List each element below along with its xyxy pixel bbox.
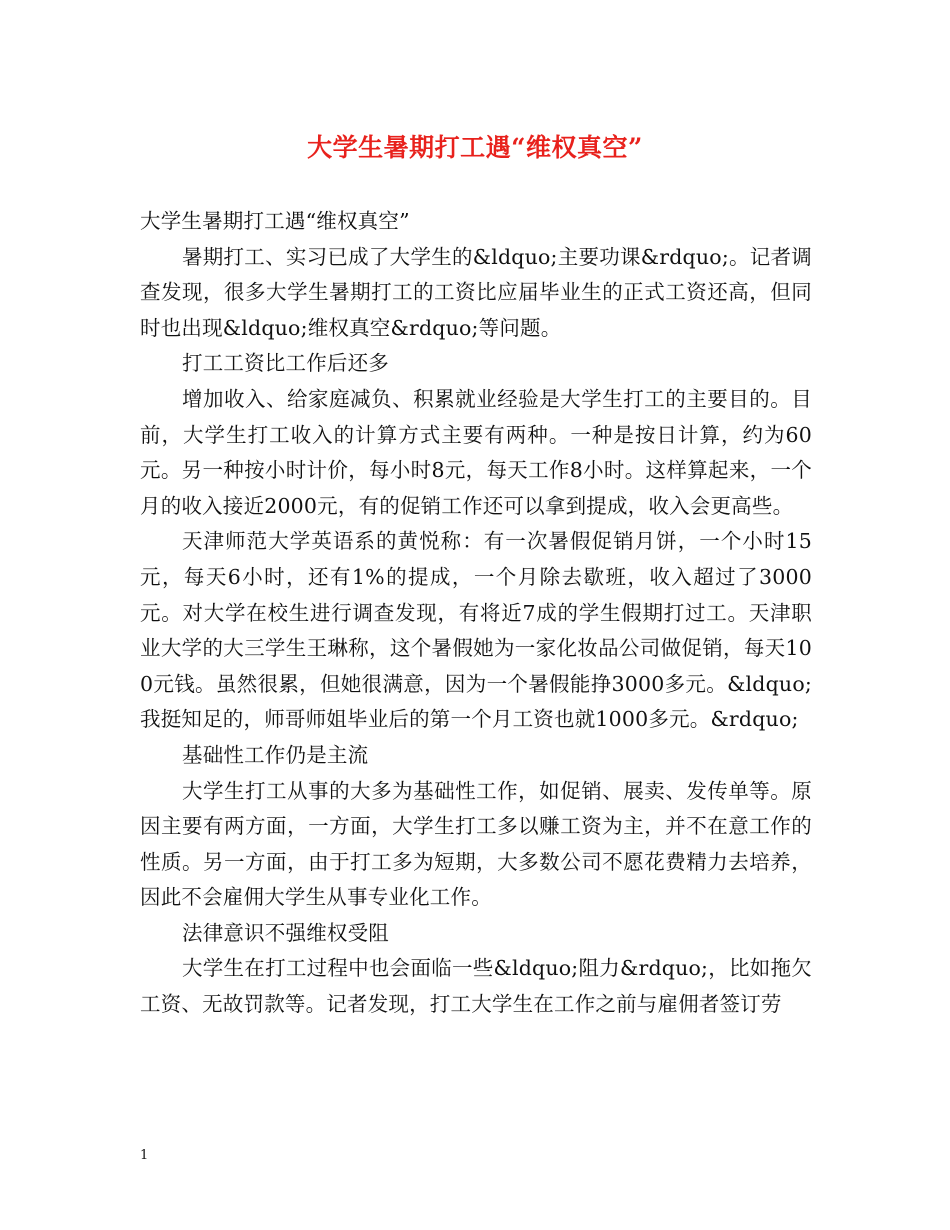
body-paragraph: 大学生打工从事的大多为基础性工作，如促销、展卖、发传单等。原因主要有两方面，一方面，大学生打工多以赚工资为主，并不在意工作的性质。另一方面，由于打工多为短期，大多数公司不愿花费精力去培养，因此不会雇佣大学生从事专业化工作。 xyxy=(140,778,812,910)
body-paragraph: 大学生在打工过程中也会面临一些&ldquo;阻力&rdquo;，比如拖欠工资、无故罚款等。记者发现，打工大学生在工作之前与雇佣者签订劳 xyxy=(140,956,812,1017)
body-paragraph: 打工工资比工作后还多 xyxy=(182,351,389,376)
document-body xyxy=(140,204,812,1023)
body-paragraph: 天津师范大学英语系的黄悦称：有一次暑假促销月饼，一个小时15元，每天6小时，还有1%的提成，一个月除去歇班，收入超过了3000元。对大学在校生进行调查发现，有将近7成的学生假期打过工。天津职业大学的大三学生王琳称，这个暑假她为一家化妆品公司做促销，每天100元钱。虽然很累，但她很满意，因为一个暑假能挣3000多元。&ldquo;我挺知足的，师哥师姐毕业后的第一个月工资也就1000多元。&rdquo; xyxy=(140,529,812,732)
page-number: 1 xyxy=(140,1148,149,1163)
body-paragraph: 增加收入、给家庭减负、积累就业经验是大学生打工的主要目的。目前，大学生打工收入的计算方式主要有两种。一种是按日计算，约为60元。另一种按小时计价，每小时8元，每天工作8小时。这样算起来，一个月的收入接近2000元，有的促销工作还可以拿到提成，收入会更高些。 xyxy=(140,386,812,518)
body-paragraph: 法律意识不强维权受阻 xyxy=(182,920,389,945)
body-paragraph: 大学生暑期打工遇“维权真空” xyxy=(140,209,410,233)
body-paragraph: 基础性工作仍是主流 xyxy=(182,742,369,767)
body-paragraph: 暑期打工、实习已成了大学生的&ldquo;主要功课&rdquo;。记者调查发现，很多大学生暑期打工的工资比应届毕业生的正式工资还高，但同时也出现&ldquo;维权真空&rdquo;等问题。 xyxy=(140,244,812,340)
document-title: 大学生暑期打工遇“维权真空” xyxy=(307,133,643,162)
